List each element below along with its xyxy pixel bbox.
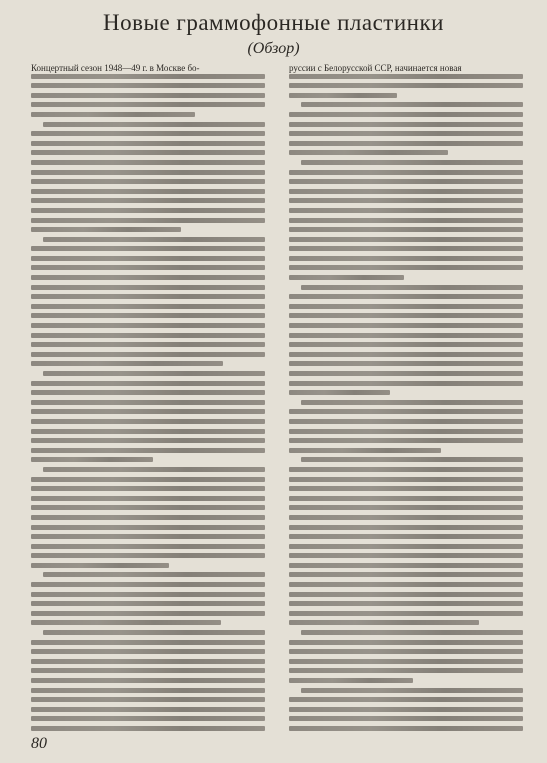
article-title: Новые граммофонные пластинки: [103, 10, 444, 35]
illegible-text-line: [31, 726, 265, 731]
illegible-text-line: [31, 160, 265, 165]
illegible-text-line: [289, 304, 523, 309]
paragraph: [31, 371, 265, 462]
illegible-text-line: [31, 688, 265, 693]
illegible-text-line: [31, 83, 265, 88]
illegible-text-line: [31, 697, 265, 702]
illegible-text-line: [289, 668, 523, 673]
illegible-text-line: [289, 467, 523, 472]
illegible-text-line: [31, 649, 265, 654]
paragraph: [289, 102, 523, 155]
illegible-text-line: [31, 486, 265, 491]
illegible-text-line: [31, 678, 265, 683]
illegible-text-line: [31, 496, 265, 501]
page-number: 80: [31, 735, 47, 752]
illegible-text-line: [43, 371, 265, 376]
illegible-text-line: [289, 390, 390, 395]
illegible-text-line: [289, 227, 523, 232]
illegible-text-line: [31, 505, 265, 510]
illegible-text-line: [289, 438, 523, 443]
illegible-text-line: [301, 688, 523, 693]
illegible-text-line: [289, 544, 523, 549]
illegible-text-line: [31, 659, 265, 664]
illegible-text-line: [289, 659, 523, 664]
illegible-text-line: [301, 400, 523, 405]
illegible-text-line: [289, 611, 523, 616]
illegible-text-line: [289, 208, 523, 213]
illegible-text-line: [289, 582, 523, 587]
illegible-text-line: [31, 448, 265, 453]
illegible-text-line: [31, 438, 265, 443]
illegible-text-line: [289, 313, 523, 318]
illegible-text-line: [289, 141, 523, 146]
illegible-text-line: [289, 381, 523, 386]
illegible-text-line: [43, 572, 265, 577]
illegible-text-line: [289, 697, 523, 702]
illegible-text-line: [289, 170, 523, 175]
paragraph: [289, 688, 523, 734]
illegible-text-line: [31, 553, 265, 558]
illegible-text-line: [289, 333, 523, 338]
illegible-text-line: [31, 409, 265, 414]
illegible-text-line: [31, 429, 265, 434]
illegible-text-line: [289, 553, 523, 558]
illegible-text-line: [31, 400, 265, 405]
illegible-text-line: [31, 707, 265, 712]
illegible-text-line: [31, 285, 265, 290]
illegible-text-line: [31, 525, 265, 530]
illegible-text-line: [289, 112, 523, 117]
illegible-text-line: [31, 93, 265, 98]
illegible-text-line: [289, 189, 523, 194]
illegible-text-line: [289, 218, 523, 223]
illegible-text-line: [31, 477, 265, 482]
illegible-text-line: [31, 150, 265, 155]
illegible-text-line: [31, 361, 223, 366]
illegible-text-line: [289, 429, 523, 434]
illegible-text-line: [31, 544, 265, 549]
paragraph: [31, 467, 265, 568]
illegible-text-line: [31, 208, 265, 213]
illegible-text-line: [301, 102, 523, 107]
illegible-text-line: [43, 467, 265, 472]
illegible-text-line: [289, 237, 523, 242]
paragraph: [289, 400, 523, 453]
illegible-text-line: [31, 179, 265, 184]
illegible-text-line: [31, 419, 265, 424]
illegible-text-line: [289, 150, 448, 155]
illegible-text-line: [289, 323, 523, 328]
illegible-text-line: [289, 371, 523, 376]
illegible-text-line: [43, 630, 265, 635]
illegible-text-line: [289, 122, 523, 127]
illegible-text-line: [289, 265, 523, 270]
article-subtitle: (Обзор): [247, 40, 300, 57]
illegible-text-line: [31, 189, 265, 194]
paragraph: [31, 572, 265, 625]
illegible-text-line: [289, 477, 523, 482]
illegible-text-line: [289, 83, 523, 88]
illegible-text-line: [289, 601, 523, 606]
illegible-text-line: [31, 592, 265, 597]
illegible-text-line: [31, 716, 265, 721]
illegible-text-line: [31, 218, 265, 223]
illegible-text-line: [289, 707, 523, 712]
illegible-text-line: [289, 592, 523, 597]
illegible-text-line: [31, 611, 265, 616]
illegible-text-line: [31, 74, 265, 79]
illegible-text-line: [31, 131, 265, 136]
illegible-text-line: [31, 294, 265, 299]
illegible-text-line: [31, 515, 265, 520]
text-line: Концертный сезон 1948—49 г. в Москве бо-: [31, 64, 200, 73]
illegible-text-line: [31, 198, 265, 203]
paragraph: [31, 64, 265, 117]
illegible-text-line: [31, 102, 265, 107]
text-line: руссии с Белорусской ССР, начинается новая: [289, 64, 462, 73]
illegible-text-line: [31, 170, 265, 175]
illegible-text-line: [31, 534, 265, 539]
illegible-text-line: [43, 237, 265, 242]
illegible-text-line: [289, 419, 523, 424]
illegible-text-line: [31, 640, 265, 645]
text-column-right: [289, 64, 523, 734]
illegible-text-line: [31, 563, 169, 568]
illegible-text-line: [31, 313, 265, 318]
illegible-text-line: [31, 275, 265, 280]
illegible-text-line: [31, 601, 265, 606]
illegible-text-line: [289, 620, 479, 625]
illegible-text-line: [31, 582, 265, 587]
illegible-text-line: [31, 246, 265, 251]
illegible-text-line: [289, 649, 523, 654]
illegible-text-line: [289, 726, 523, 731]
paragraph: [289, 457, 523, 625]
illegible-text-line: [301, 285, 523, 290]
illegible-text-line: [31, 265, 265, 270]
illegible-text-line: [289, 716, 523, 721]
illegible-text-line: [31, 304, 265, 309]
illegible-text-line: [31, 112, 195, 117]
text-column-left: [31, 64, 265, 734]
illegible-text-line: [289, 275, 404, 280]
illegible-text-line: [289, 525, 523, 530]
paragraph: [289, 285, 523, 396]
illegible-text-line: [289, 361, 523, 366]
illegible-text-line: [31, 668, 265, 673]
illegible-text-line: [289, 131, 523, 136]
illegible-text-line: [301, 630, 523, 635]
illegible-text-line: [43, 122, 265, 127]
illegible-text-line: [31, 323, 265, 328]
illegible-text-line: [289, 640, 523, 645]
illegible-text-line: [289, 678, 413, 683]
illegible-text-line: [31, 390, 265, 395]
illegible-text-line: [289, 74, 523, 79]
illegible-text-line: [289, 342, 523, 347]
illegible-text-line: [289, 179, 523, 184]
illegible-text-line: [301, 160, 523, 165]
illegible-text-line: [289, 534, 523, 539]
illegible-text-line: [31, 620, 221, 625]
illegible-text-line: [289, 515, 523, 520]
illegible-text-line: [31, 352, 265, 357]
illegible-text-line: [31, 457, 153, 462]
illegible-text-line: [289, 256, 523, 261]
illegible-text-line: [289, 409, 523, 414]
paragraph: [289, 160, 523, 280]
paragraph: [31, 630, 265, 734]
illegible-text-line: [289, 246, 523, 251]
illegible-text-line: [31, 342, 265, 347]
illegible-text-line: [31, 141, 265, 146]
illegible-text-line: [289, 294, 523, 299]
illegible-text-line: [301, 457, 523, 462]
illegible-text-line: [289, 505, 523, 510]
paragraph: [289, 64, 523, 98]
illegible-text-line: [31, 256, 265, 261]
illegible-text-line: [31, 227, 181, 232]
paragraph: [289, 630, 523, 683]
illegible-text-line: [31, 333, 265, 338]
illegible-text-line: [289, 448, 441, 453]
paragraph: [31, 237, 265, 367]
illegible-text-line: [31, 381, 265, 386]
illegible-text-line: [289, 496, 523, 501]
illegible-text-line: [289, 563, 523, 568]
illegible-text-line: [289, 486, 523, 491]
illegible-text-line: [289, 93, 397, 98]
illegible-text-line: [289, 572, 523, 577]
paragraph: [31, 122, 265, 233]
illegible-text-line: [289, 198, 523, 203]
illegible-text-line: [289, 352, 523, 357]
